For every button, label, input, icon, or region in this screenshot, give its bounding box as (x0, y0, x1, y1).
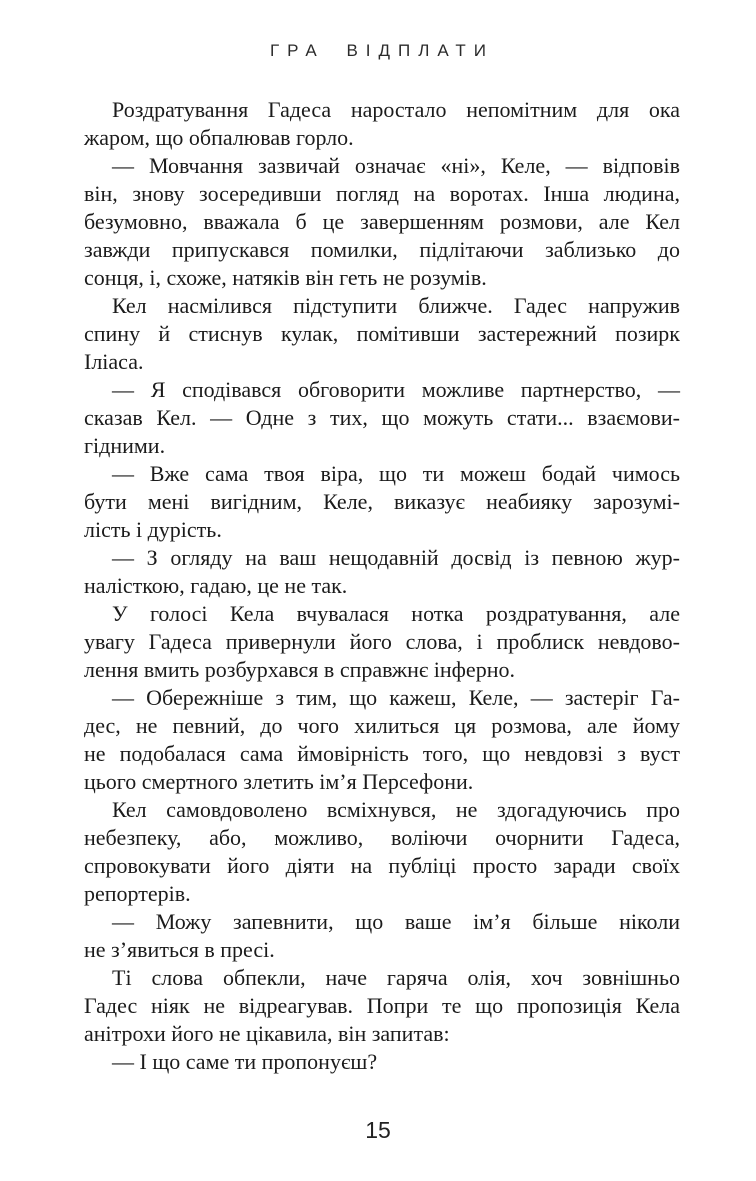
text-line: не подобалася сама ймовірність того, що невдовзі з вуст (84, 741, 680, 766)
text-line: жаром, що обпалював горло. (84, 125, 354, 150)
paragraph (84, 152, 680, 292)
text-line: увагу Гадеса привернули його слова, і проблиск невдово- (84, 629, 680, 654)
text-line: Ті слова обпекли, наче гаряча олія, хоч зовнішньо (112, 965, 680, 990)
text-line: — Я сподівався обговорити можливе партнерство, — (112, 377, 680, 402)
text-line: — Мовчання зазвичай означає «ні», Келе, — відповів (112, 153, 680, 178)
text-line: цього смертного злетить ім’я Персефони. (84, 769, 474, 794)
text-line: Кел самовдоволено всміхнувся, не здогадуючись про (112, 797, 680, 822)
text-line: лість і дурість. (84, 517, 222, 542)
paragraph (84, 908, 680, 964)
text-line: Роздратування Гадеса наростало непомітним для ока (112, 97, 680, 122)
paragraph (84, 684, 680, 796)
text-line: — Обережніше з тим, що кажеш, Келе, — застеріг Га- (112, 685, 680, 710)
text-line: — З огляду на ваш нещодавній досвід із певною жур- (112, 545, 680, 570)
page-number: 15 (365, 1117, 391, 1143)
text-line: спину й стиснув кулак, помітивши застережний позирк (84, 321, 680, 346)
text-line: лення вмить розбурхався в справжнє інферно. (84, 657, 515, 682)
text-line: сказав Кел. — Одне з тих, що можуть стати... взаємови- (84, 405, 680, 430)
paragraph (84, 544, 680, 600)
text-line: небезпеку, або, можливо, воліючи очорнити Гадеса, (84, 825, 680, 850)
paragraph (84, 460, 680, 544)
paragraph (84, 600, 680, 684)
text-line: бути мені вигідним, Келе, виказує неабияку зарозумі- (84, 489, 680, 514)
paragraph (84, 1048, 680, 1076)
text-line: сонця, і, схоже, натяків він геть не розумів. (84, 265, 487, 290)
paragraph (84, 796, 680, 908)
paragraph (84, 964, 680, 1048)
text-line: Кел насмілився підступити ближче. Гадес напружив (112, 293, 680, 318)
text-line: Гадес ніяк не відреагував. Попри те що пропозиція Кела (84, 993, 680, 1018)
text-line: завжди припускався помилки, підлітаючи заблизько до (84, 237, 680, 262)
text-line: анітрохи його не цікавила, він запитав: (84, 1021, 450, 1046)
text-line: він, знову зосередивши погляд на воротах. Інша людина, (84, 181, 680, 206)
text-line: — І що саме ти пропонуєш? (112, 1049, 378, 1074)
text-line: гідними. (84, 433, 166, 458)
text-line: дес, не певний, до чого хилиться ця розмова, але йому (84, 713, 680, 738)
text-line: — Вже сама твоя віра, що ти можеш бодай чимось (112, 461, 680, 486)
text-body (84, 96, 680, 1076)
paragraph (84, 376, 680, 460)
text-line: безумовно, вважала б це завершенням розмови, але Кел (84, 209, 680, 234)
running-header: ГРА ВІДПЛАТИ (269, 41, 495, 60)
text-line: — Можу запевнити, що ваше ім’я більше ніколи (112, 909, 680, 934)
text-line: Іліаса. (84, 349, 144, 374)
paragraph (84, 96, 680, 152)
text-line: не з’явиться в пресі. (84, 937, 275, 962)
text-line: налісткою, гадаю, це не так. (84, 573, 348, 598)
paragraph (84, 292, 680, 376)
text-line: У голосі Кела вчувалася нотка роздратування, але (112, 601, 680, 626)
text-line: спровокувати його діяти на публіці просто заради своїх (84, 853, 680, 878)
text-line: репортерів. (84, 881, 191, 906)
